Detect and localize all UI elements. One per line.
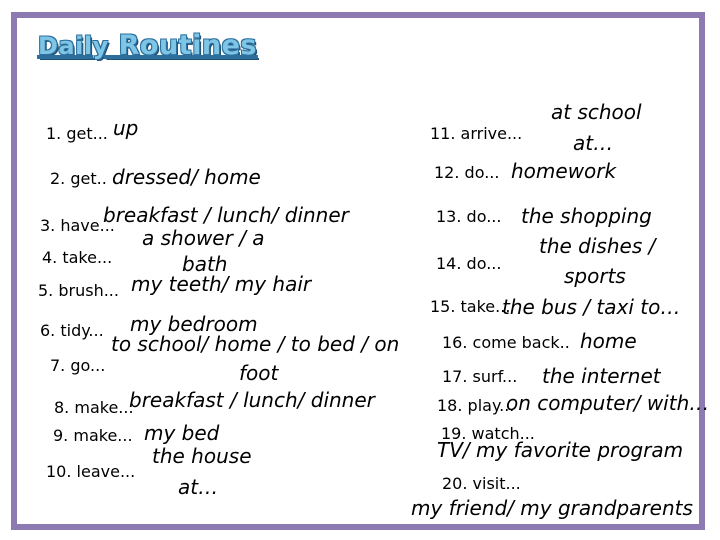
prompt-7: 7. go...: [50, 356, 106, 375]
prompt-16: 16. come back..: [442, 333, 570, 352]
prompt-15: 15. take...: [430, 297, 511, 316]
prompt-18: 18. play...: [437, 396, 515, 415]
answer-3: breakfast / lunch/ dinner: [103, 203, 349, 227]
answer-9: my bed: [144, 421, 220, 445]
answer-17: the internet: [542, 364, 661, 388]
answer-14-line2: sports: [564, 264, 626, 288]
answer-12: homework: [511, 159, 617, 183]
prompt-9: 9. make...: [53, 426, 133, 445]
page-title: [38, 30, 257, 61]
answer-11-line1: at school: [551, 100, 642, 124]
answer-19: TV/ my favorite program: [437, 438, 684, 462]
answer-4-line2: bath: [182, 252, 228, 276]
prompt-6: 6. tidy...: [40, 321, 104, 340]
answer-20: my friend/ my grandparents: [411, 496, 693, 520]
prompt-5: 5. brush...: [38, 281, 119, 300]
answer-10-line2: at…: [178, 475, 219, 499]
answer-5: my teeth/ my hair: [131, 272, 312, 296]
prompt-12: 12. do...: [434, 163, 500, 182]
title-word-routines: Routines: [118, 30, 257, 61]
answer-13: the shopping: [521, 204, 652, 228]
prompt-20: 20. visit...: [442, 474, 521, 493]
answer-10-line1: the house: [152, 444, 252, 468]
answer-7-line2: foot: [239, 361, 279, 385]
prompt-19: 19. watch...: [441, 424, 535, 443]
prompt-10: 10. leave...: [46, 462, 136, 481]
answer-8: breakfast / lunch/ dinner: [129, 388, 375, 412]
answer-11-line2: at…: [573, 131, 614, 155]
prompt-11: 11. arrive...: [430, 124, 523, 143]
answer-6: my bedroom: [130, 312, 258, 336]
title-word-daily: Daily: [38, 32, 109, 60]
answer-18: on computer/ with…: [506, 391, 710, 415]
prompt-17: 17. surf...: [442, 367, 518, 386]
answer-1: up: [113, 116, 139, 140]
prompt-1: 1. get...: [46, 124, 108, 143]
prompt-3: 3. have...: [40, 216, 115, 235]
answer-2: dressed/ home: [112, 165, 261, 189]
answer-7-line1: to school/ home / to bed / on: [111, 332, 400, 356]
prompt-4: 4. take...: [42, 248, 113, 267]
prompt-8: 8. make...: [54, 398, 134, 417]
answer-14-line1: the dishes /: [539, 234, 656, 258]
prompt-2: 2. get..: [50, 169, 107, 188]
prompt-13: 13. do...: [436, 207, 502, 226]
answer-16: home: [580, 329, 637, 353]
answer-15: the bus / taxi to…: [502, 295, 681, 319]
prompt-14: 14. do...: [436, 254, 502, 273]
answer-4-line1: a shower / a: [142, 226, 265, 250]
